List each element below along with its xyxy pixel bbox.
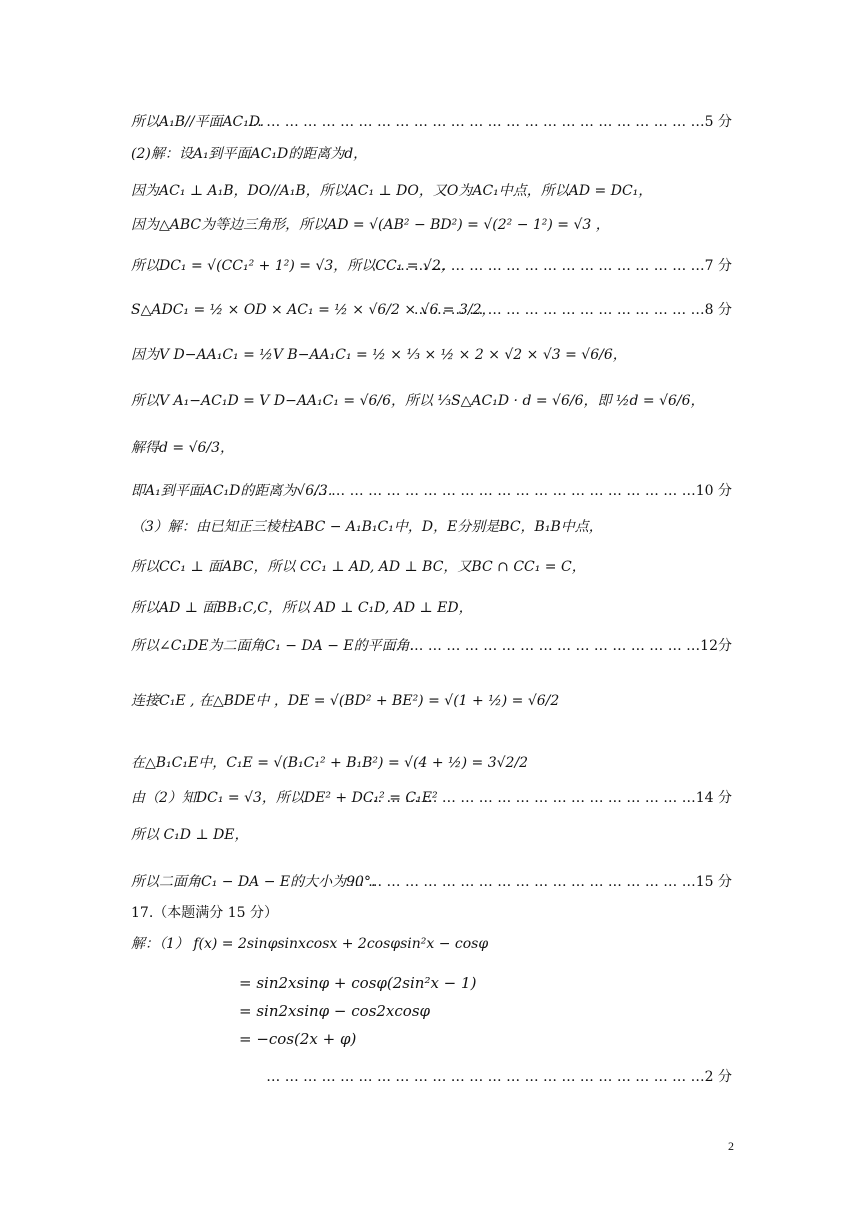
line-text: 因为△ABC为等边三角形，所以AD = √(AB² − BD²) = √(2² − 1²) = √3 ， — [131, 217, 610, 233]
solution-line-15 — [0, 686, 868, 716]
line-text: 因为AC₁ ⊥ A₁B，DO//A₁B，所以AC₁ ⊥ DO，又O为AC₁中点，所以AD = DC₁， — [131, 183, 653, 199]
problem-heading — [0, 898, 868, 928]
line-text: 所以DC₁ = √(CC₁² + 1²) = √3，所以CC₁ = √2， — [131, 258, 455, 274]
score-marker: … … … … … … … … … … … … … … … … … … …15 分 — [349, 874, 732, 890]
solution-line-22 — [0, 968, 868, 998]
line-text: 解得d = √6/3， — [131, 440, 235, 456]
solution-line-25 — [0, 1062, 868, 1092]
solution-line-17 — [0, 783, 868, 813]
solution-line-14 — [0, 631, 868, 661]
solution-line-11 — [0, 512, 868, 542]
solution-line-6 — [0, 295, 868, 325]
page-number: 2 — [728, 1139, 734, 1153]
solution-line-23 — [0, 996, 868, 1026]
solution-line-8 — [0, 386, 868, 416]
solution-line-12 — [0, 552, 868, 582]
solution-line-5 — [0, 251, 868, 281]
solution-line-4 — [0, 210, 868, 240]
line-text: 所以AD ⊥ 面BB₁C,C，所以 AD ⊥ C₁D, AD ⊥ ED， — [131, 600, 473, 616]
line-text: 所以V A₁−AC₁D = V D−AA₁C₁ = √6/6，所以 ⅓S△AC₁D · d = √6/6，即 ½d = √6/6， — [131, 393, 705, 409]
line-text: 所以A₁B//平面AC₁D. — [131, 114, 265, 130]
solution-line-13 — [0, 593, 868, 623]
solution-line-9 — [0, 433, 868, 463]
solution-line-19 — [0, 867, 868, 897]
line-text: 所以 C₁D ⊥ DE， — [131, 827, 249, 843]
line-text: = sin2xsinφ + cosφ(2sin²x − 1) — [239, 974, 477, 992]
score-marker: … … … … … … … … … … … … … … … … …12分 — [390, 638, 732, 654]
solution-line-1 — [0, 107, 868, 137]
line-text: (2)解：设A₁到平面AC₁D的距离为d， — [131, 146, 368, 162]
line-text: 所以二面角C₁ − DA − E的大小为90°. — [131, 874, 376, 890]
solution-line-18 — [0, 820, 868, 850]
solution-line-21 — [0, 929, 868, 959]
score-marker: … … … … … … … … … … … … … … … … …7 分 — [395, 258, 732, 274]
solution-line-16 — [0, 748, 868, 778]
line-text: 解：（1） f(x) = 2sinφsinxcosx + 2cosφsin²x − cosφ — [131, 936, 489, 952]
line-text: 即A₁到平面AC₁D的距离为√6/3. — [131, 483, 333, 499]
score-marker: … … … … … … … … … … … … … … … … … … … … …10 分 — [312, 483, 732, 499]
score-marker: … … … … … … … … … … … … … … … … … … … … … … … … …5 分 — [247, 114, 732, 130]
score-marker: … … … … … … … … … … … … … … … … … … … … … … … …2 分 — [266, 1069, 732, 1085]
line-text: = sin2xsinφ − cos2xcosφ — [239, 1002, 431, 1020]
line-text: 因为V D−AA₁C₁ = ½V B−AA₁C₁ = ½ × ⅓ × ½ × 2 × √2 × √3 = √6/6， — [131, 347, 627, 363]
line-text: 17.（本题满分 15 分） — [131, 905, 278, 921]
line-text: 所以∠C₁DE为二面角C₁ − DA − E的平面角. — [131, 638, 415, 654]
solution-line-7 — [0, 340, 868, 370]
line-text: S△ADC₁ = ½ × OD × AC₁ = ½ × √6/2 × √6 = 3/2， — [131, 302, 496, 318]
solution-line-24 — [0, 1024, 868, 1054]
line-text: （3）解：由已知正三棱柱ABC − A₁B₁C₁中，D，E分别是BC，B₁B中点， — [131, 519, 603, 535]
score-marker: … … … … … … … … … … … … … … … … … …14 分 — [368, 790, 732, 806]
line-text: 在△B₁C₁E中，C₁E = √(B₁C₁² + B₁B²) = √(4 + ½) = 3√2/2 — [131, 755, 529, 771]
solution-line-10 — [0, 476, 868, 506]
line-text: 连接C₁E , 在△BDE中 ，DE = √(BD² + BE²) = √(1 + ½) = √6/2 — [131, 693, 560, 709]
line-text: 所以CC₁ ⊥ 面ABC，所以 CC₁ ⊥ AD, AD ⊥ BC，又BC ∩ CC₁ = C， — [131, 559, 586, 575]
line-text: 由（2）知DC₁ = √3，所以DE² + DC₁² = C₁E² — [131, 790, 438, 806]
solution-line-2 — [0, 139, 868, 169]
line-text: = −cos(2x + φ) — [239, 1030, 357, 1048]
score-marker: … … … … … … … … … … … … … … … …8 分 — [413, 302, 732, 318]
solution-line-3 — [0, 176, 868, 206]
